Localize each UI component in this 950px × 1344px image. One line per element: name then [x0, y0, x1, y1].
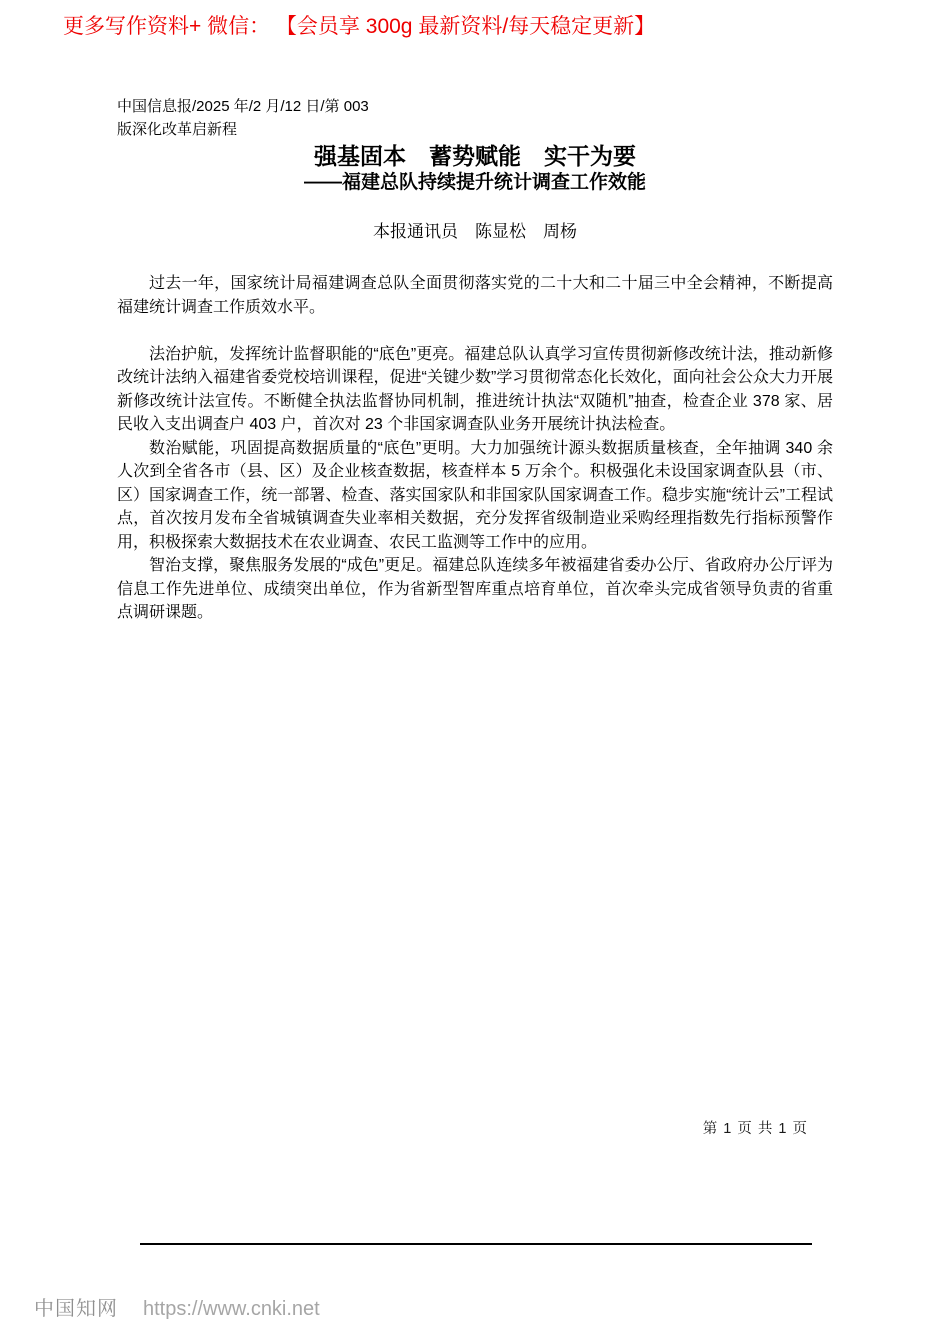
article-paragraph-2: 法治护航，发挥统计监督职能的“底色”更亮。福建总队认真学习宣传贯彻新修改统计法，推动新修改统计法纳入福建省委党校培训课程，促进“关键少数”学习贯彻常态化长效化，面向社会公众大力开展新修改统计法宣传。不断健全执法监督协同机制，推进统计执法“双随机”抽查，检查企业 378 家、居民收入支出调查户 403 户，首次对 23 个非国家调查队业务开展统计执法检查。: [117, 345, 833, 433]
article-paragraph-3: 数治赋能，巩固提高数据质量的“底色”更明。大力加强统计源头数据质量核查，全年抽调 340 余人次到全省各市（县、区）及企业核查数据，核查样本 5 万余个。积极强化未设国家调查队县（市、区）国家调查工作，统一部署、检查、落实国家队和非国家队国家调查工作。稳步实施“统计云”工程试点，首次按月发布全省城镇调查失业率相关数据，充分发挥省级制造业采购经理指数先行指标预警作用，积极探索大数据技术在农业调查、农民工监测等工作中的应用。: [117, 439, 833, 551]
source-line-1: 中国信息报/2025 年/2 月/12 日/第 003: [117, 98, 369, 115]
article-paragraph-1: 过去一年，国家统计局福建调查总队全面贯彻落实党的二十大和二十届三中全会精神，不断提高福建统计调查工作质效水平。: [117, 275, 833, 316]
cnki-logo-text: 中国知网: [34, 1298, 118, 1320]
page-divider-line: [140, 1243, 812, 1245]
article-document: [117, 95, 833, 625]
article-subtitle: ——福建总队持续提升统计调查工作效能: [303, 172, 646, 193]
article-title: 强基固本 蓄势赋能 实干为要: [314, 143, 636, 169]
source-line-2: 版深化改革启新程: [117, 121, 238, 138]
article-paragraph-4: 智治支撑，聚焦服务发展的“成色”更足。福建总队连续多年被福建省委办公厅、省政府办公厅评为信息工作先进单位、成绩突出单位，作为省新型智库重点培育单位，首次牵头完成省领导负责的省重点调研课题。: [117, 557, 833, 621]
promo-banner-text: 更多写作资料+ 微信： 【会员享 300g 最新资料/每天稳定更新】: [63, 15, 656, 38]
article-byline: 本报通讯员 陈显松 周杨: [373, 222, 577, 241]
cnki-url-link[interactable]: https://www.cnki.net: [143, 1298, 320, 1320]
page-number: 第 1 页 共 1 页: [702, 1121, 808, 1137]
cnki-watermark: [34, 1292, 320, 1321]
